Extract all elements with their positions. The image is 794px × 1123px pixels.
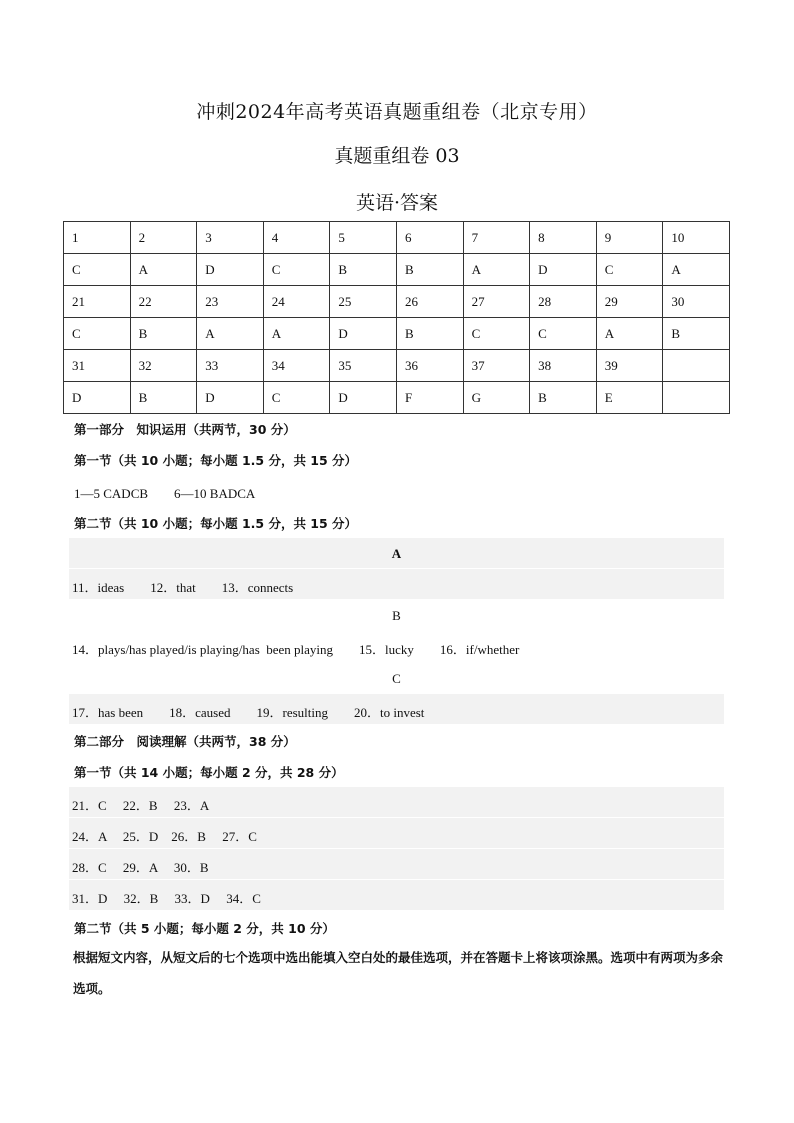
answer-cell: A — [663, 254, 730, 286]
part1-heading: 第一部分 知识运用（共两节，30 分） — [74, 422, 296, 437]
answer-cell: D — [197, 254, 264, 286]
answer-cell: 9 — [596, 222, 663, 254]
answer-cell: 32 — [130, 350, 197, 382]
page-title: 冲刺2024年高考英语真题重组卷（北京专用） — [196, 101, 598, 123]
answer-cell: 3 — [197, 222, 264, 254]
answer-cell: C — [64, 254, 131, 286]
group-a-label: A — [391, 546, 402, 561]
answer-table-row — [64, 350, 730, 382]
answer-cell: F — [396, 382, 463, 414]
answer-table-row — [64, 382, 730, 414]
answer-cell: B — [396, 254, 463, 286]
part2-heading: 第二部分 阅读理解（共两节，38 分） — [74, 734, 296, 749]
answer-cell: C — [64, 318, 131, 350]
answer-cell: 23 — [197, 286, 264, 318]
answer-cell: D — [197, 382, 264, 414]
part2-sec2-heading: 第二节（共 5 小题；每小题 2 分，共 10 分） — [74, 921, 335, 936]
answer-cell: B — [330, 254, 397, 286]
answer-cell: 38 — [530, 350, 597, 382]
answer-cell: D — [330, 318, 397, 350]
answer-cell: 10 — [663, 222, 730, 254]
answer-cell: 30 — [663, 286, 730, 318]
section-title: 英语·答案 — [355, 192, 439, 214]
answer-cell: B — [396, 318, 463, 350]
answer-table — [63, 221, 730, 414]
part2-sec1-heading: 第一节（共 14 小题；每小题 2 分，共 28 分） — [74, 765, 344, 780]
answer-cell: 6 — [396, 222, 463, 254]
answer-cell: 4 — [263, 222, 330, 254]
paper-subtitle: 真题重组卷 03 — [334, 145, 460, 167]
answer-cell: 24 — [263, 286, 330, 318]
answer-table-row — [64, 318, 730, 350]
answer-cell: A — [130, 254, 197, 286]
answer-cell: 35 — [330, 350, 397, 382]
group-c-answers: 17．has been 18．caused 19．resulting 20．to invest — [72, 705, 425, 720]
answer-table-row — [64, 286, 730, 318]
group-c-label: C — [392, 671, 401, 686]
answer-table-row — [64, 222, 730, 254]
part1-sec1-heading: 第一节（共 10 小题；每小题 1.5 分，共 15 分） — [74, 453, 358, 468]
part1-sec2-heading: 第二节（共 10 小题；每小题 1.5 分，共 15 分） — [74, 516, 358, 531]
answer-cell: 26 — [396, 286, 463, 318]
instruction-text: 根据短文内容，从短文后的七个选项中选出能填入空白处的最佳选项，并在答题卡上将该项涂黑。选项中有两项为多余选项。 — [73, 950, 724, 996]
group-b-label: B — [392, 608, 401, 623]
answer-cell: 22 — [130, 286, 197, 318]
answer-cell: 37 — [463, 350, 530, 382]
answer-cell: E — [596, 382, 663, 414]
answer-cell: 28 — [530, 286, 597, 318]
answer-cell: G — [463, 382, 530, 414]
answer-cell: 31 — [64, 350, 131, 382]
answer-cell: C — [263, 254, 330, 286]
answer-cell: D — [64, 382, 131, 414]
answer-cell: 2 — [130, 222, 197, 254]
answer-cell: A — [263, 318, 330, 350]
answer-cell: C — [596, 254, 663, 286]
reading-answers-row: 31．D 32．B 33．D 34．C — [72, 891, 261, 906]
answer-cell: C — [530, 318, 597, 350]
answer-cell: 25 — [330, 286, 397, 318]
answer-cell — [663, 350, 730, 382]
answer-cell: 33 — [197, 350, 264, 382]
answer-cell: A — [596, 318, 663, 350]
answer-cell: 7 — [463, 222, 530, 254]
answer-table-row — [64, 254, 730, 286]
group-a-answers: 11．ideas 12．that 13．connects — [72, 580, 294, 595]
answer-cell: A — [463, 254, 530, 286]
reading-answers-row: 21．C 22．B 23．A — [72, 798, 210, 813]
answer-cell: 8 — [530, 222, 597, 254]
answer-cell: B — [130, 382, 197, 414]
answer-cell: 34 — [263, 350, 330, 382]
answer-cell: 36 — [396, 350, 463, 382]
answer-cell: C — [263, 382, 330, 414]
reading-answers-row: 24．A 25．D 26．B 27．C — [72, 829, 257, 844]
answer-cell: 21 — [64, 286, 131, 318]
answer-cell: A — [197, 318, 264, 350]
answer-cell: C — [463, 318, 530, 350]
answer-cell: 29 — [596, 286, 663, 318]
answer-cell: D — [330, 382, 397, 414]
answer-cell: B — [663, 318, 730, 350]
answer-cell: D — [530, 254, 597, 286]
answer-cell: 27 — [463, 286, 530, 318]
group-b-answers: 14．plays/has played/is playing/has been playing 15．lucky 16．if/whether — [72, 642, 520, 657]
answer-cell: B — [530, 382, 597, 414]
part1-sec1-answers: 1—5 CADCB 6—10 BADCA — [74, 486, 256, 501]
answer-cell — [663, 382, 730, 414]
answer-cell: B — [130, 318, 197, 350]
answer-cell: 5 — [330, 222, 397, 254]
answer-cell: 1 — [64, 222, 131, 254]
answer-cell: 39 — [596, 350, 663, 382]
reading-answers-row: 28．C 29．A 30．B — [72, 860, 209, 875]
